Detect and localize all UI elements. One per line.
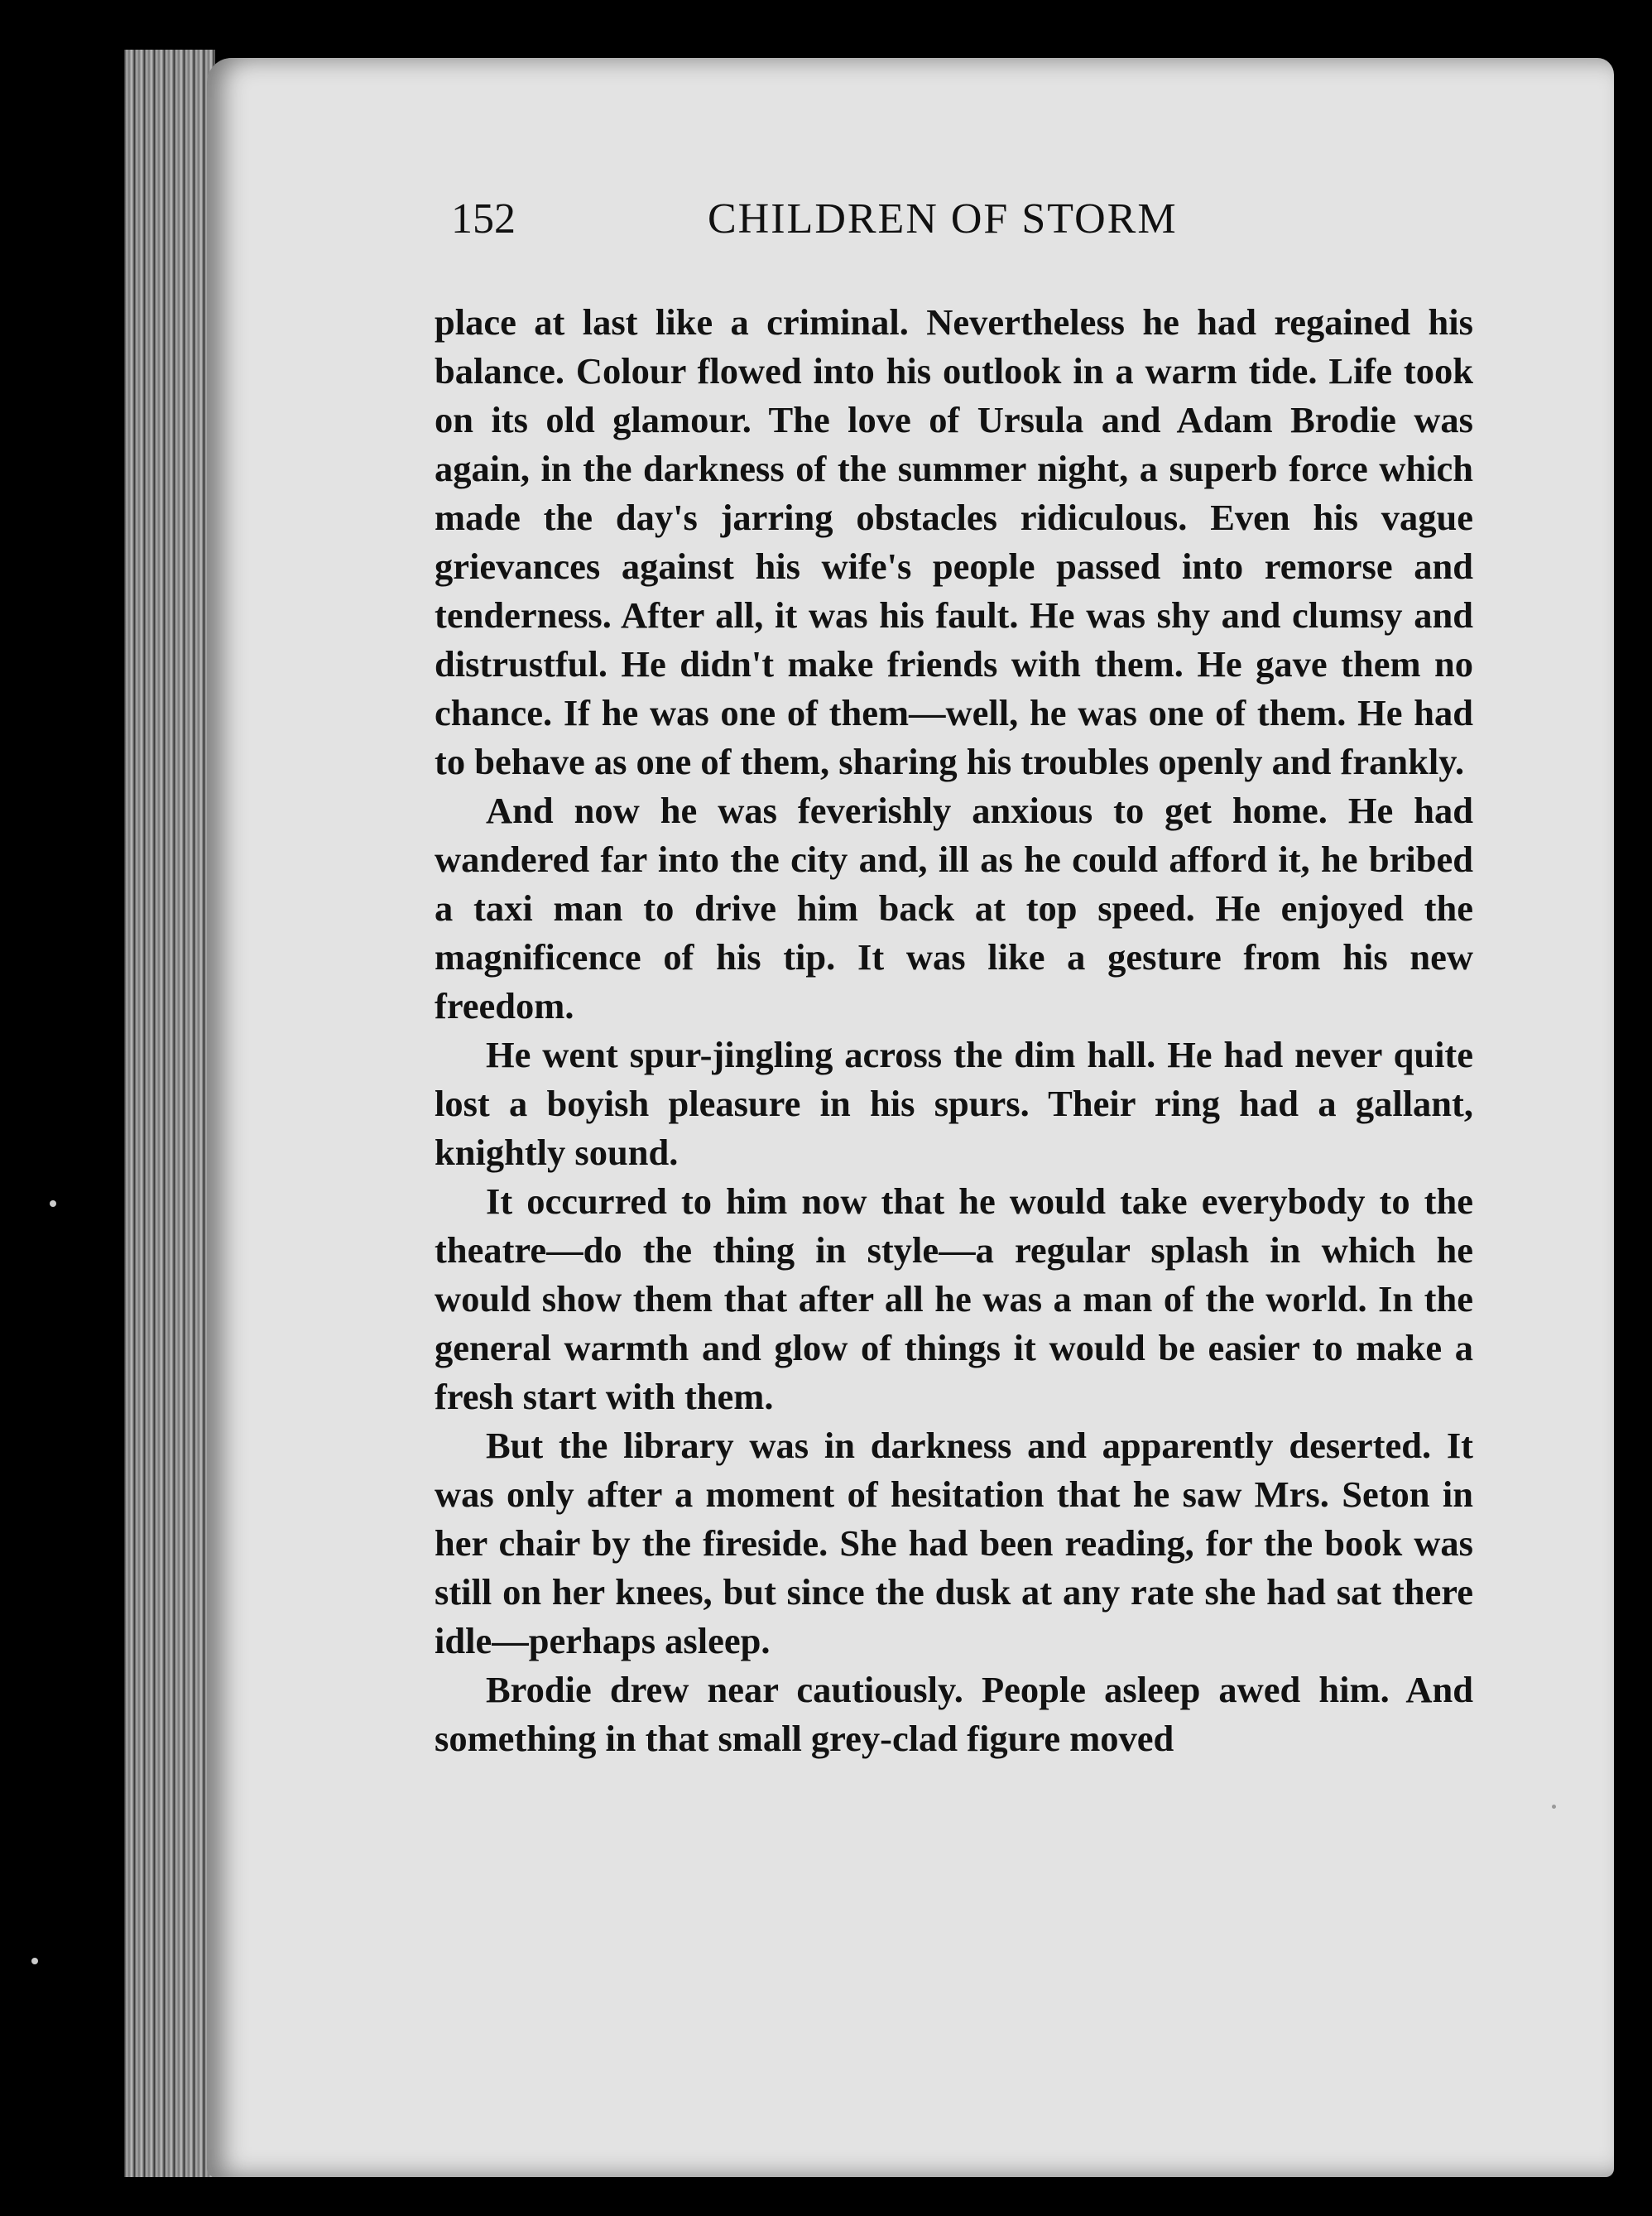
page-number: 152	[451, 195, 516, 243]
scan-speck	[1552, 1805, 1556, 1809]
paragraph: place at last like a criminal. Nevertheless he had regained his balance. Colour flowed into his outlook in a warm tide. Life took on its old glamour. The love of Ursula and Adam Brodie was again, in the darkness of the summer night, a superb force which made the day's jarring obstacles ridiculous. Even his vague grievances against his wife's people passed into remorse and tenderness. After all, it was his fault. He was shy and clumsy and distrustful. He didn't make friends with them. He gave them no chance. If he was one of them—well, he was one of them. He had to behave as one of them, sharing his troubles openly and frankly.	[435, 301, 1473, 782]
paragraph: He went spur-jingling across the dim hall. He had never quite lost a boyish pleasure in his spurs. Their ring had a gallant, knightly sound.	[435, 1034, 1473, 1173]
scan-speck	[50, 1200, 56, 1207]
running-head	[451, 195, 1221, 252]
scan-speck	[31, 1958, 38, 1964]
paragraph: Brodie drew near cautiously. People asleep awed him. And something in that small grey-clad figure moved	[435, 1669, 1473, 1759]
paragraph: And now he was feverishly anxious to get home. He had wandered far into the city and, ill as he could afford it, he bribed a taxi man to drive him back at top speed. He enjoyed the magnificence of his tip. It was like a gesture from his new freedom.	[435, 790, 1473, 1026]
book-title: CHILDREN OF STORM	[708, 195, 1178, 243]
paragraph: It occurred to him now that he would take everybody to the theatre—do the thing in style—a regular splash in which he would show them that after all he was a man of the world. In the general warmth and glow of things it would be easier to make a fresh start with them.	[435, 1180, 1473, 1417]
book-page-edge	[124, 50, 215, 2177]
paragraph: But the library was in darkness and apparently deserted. It was only after a moment of hesitation that he saw Mrs. Seton in her chair by the fireside. She had been reading, for the book was still on her knees, but since the dusk at any rate she had sat there idle—perhaps asleep.	[435, 1425, 1473, 1661]
body-text	[435, 298, 1473, 1763]
